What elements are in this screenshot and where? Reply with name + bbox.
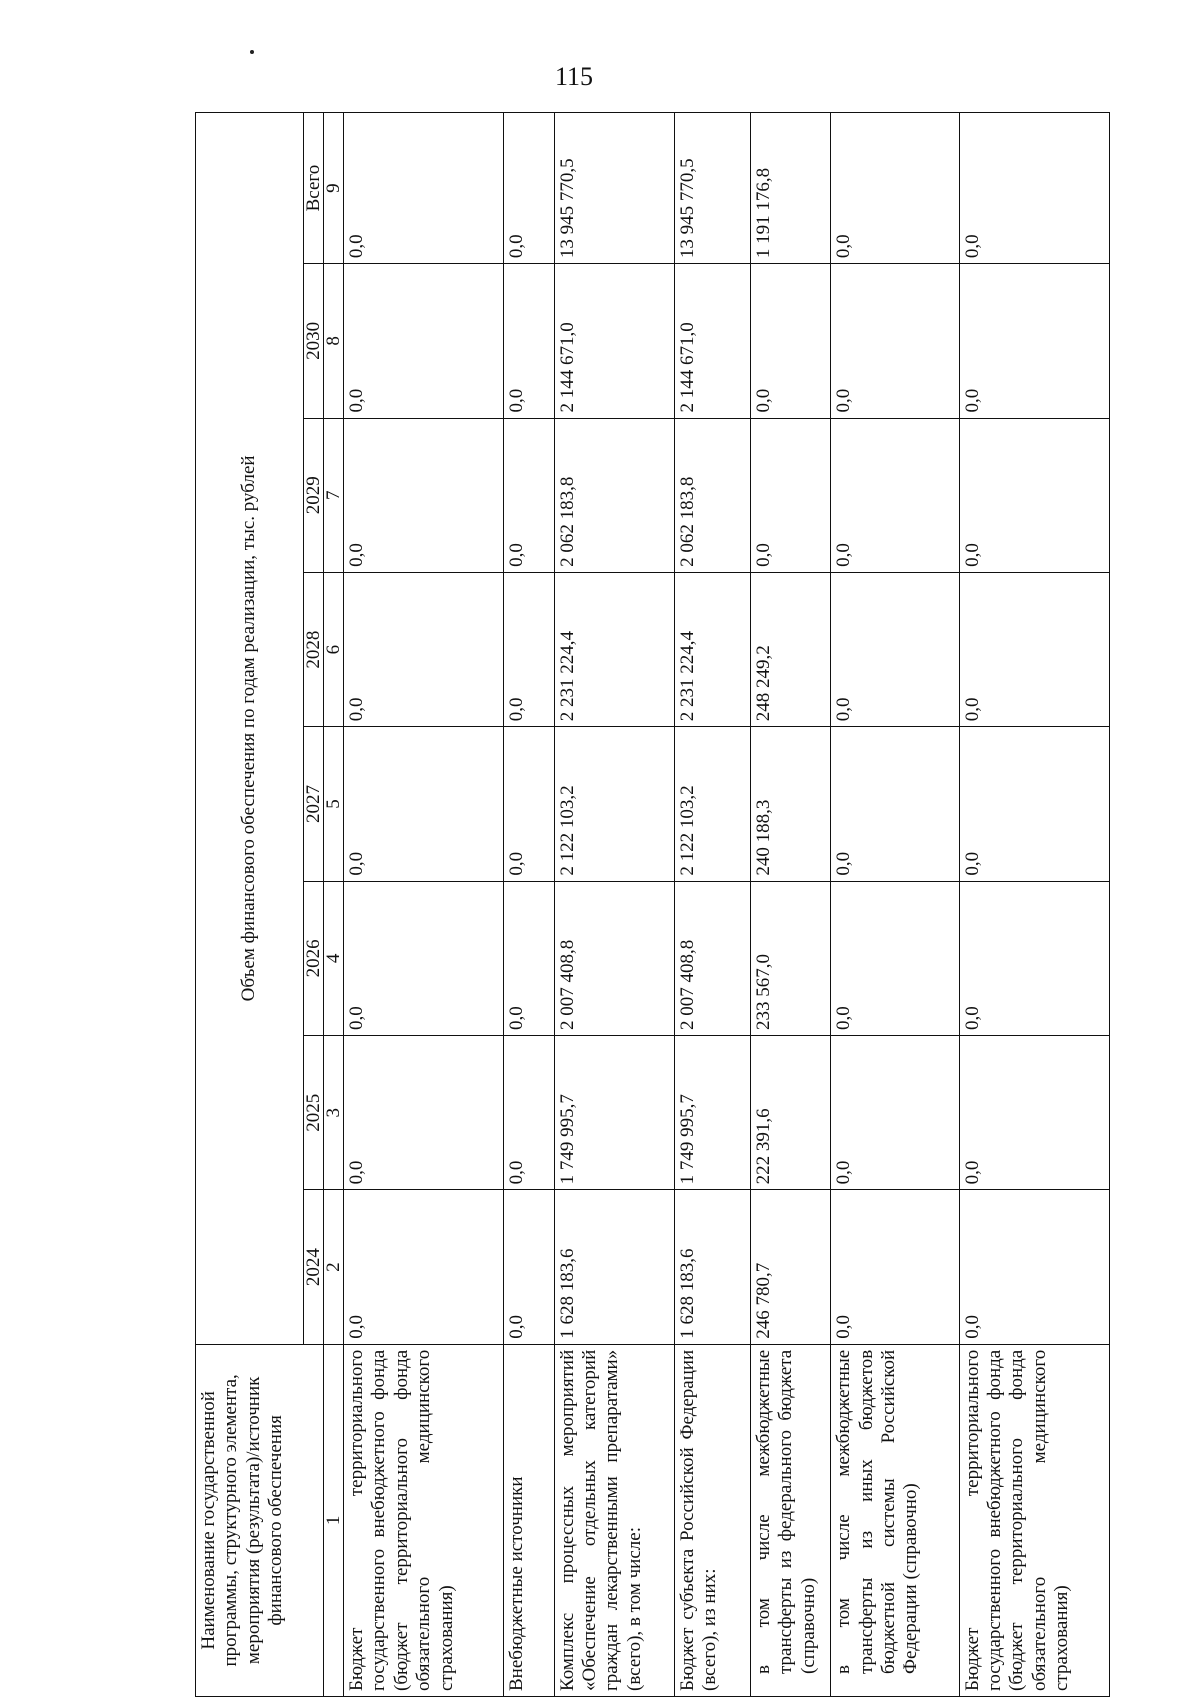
column-index: 2 <box>324 1190 344 1344</box>
table-row <box>344 113 504 1697</box>
value-cell: 1 749 995,7 <box>554 1036 674 1190</box>
value-cell: 0,0 <box>504 264 554 418</box>
year-header: 2030 <box>304 264 324 418</box>
value-cell: 1 749 995,7 <box>674 1036 750 1190</box>
value-cell: 0,0 <box>959 418 1109 572</box>
page-number: 115 <box>555 62 594 91</box>
value-cell: 2 231 224,4 <box>554 572 674 726</box>
value-cell: 2 144 671,0 <box>554 264 674 418</box>
funding-table <box>195 112 1110 1697</box>
name-column-header: Наименование государственной программы, структурного элемента, мероприятия (результата)/источник финансового обеспечения <box>196 1344 324 1696</box>
year-header: 2026 <box>304 881 324 1035</box>
value-cell: 246 780,7 <box>751 1190 831 1344</box>
value-cell: 0,0 <box>831 1036 959 1190</box>
value-cell: 0,0 <box>959 1036 1109 1190</box>
value-cell: 2 062 183,8 <box>674 418 750 572</box>
column-index: 3 <box>324 1036 344 1190</box>
value-cell: 0,0 <box>344 113 504 264</box>
value-cell: 0,0 <box>344 572 504 726</box>
value-cell: 0,0 <box>959 264 1109 418</box>
value-cell: 0,0 <box>831 881 959 1035</box>
year-header: 2027 <box>304 727 324 881</box>
value-cell: 0,0 <box>959 881 1109 1035</box>
value-cell: 0,0 <box>831 264 959 418</box>
value-cell: 1 628 183,6 <box>674 1190 750 1344</box>
column-index: 5 <box>324 727 344 881</box>
value-cell: 0,0 <box>504 572 554 726</box>
value-cell: 0,0 <box>959 727 1109 881</box>
value-cell: 240 188,3 <box>751 727 831 881</box>
column-index: 6 <box>324 572 344 726</box>
value-cell: 0,0 <box>831 1190 959 1344</box>
row-name: Бюджет субъекта Российской Федерации (всего), из них: <box>674 1344 750 1696</box>
row-name: Внебюджетные источники <box>504 1344 554 1696</box>
value-cell: 222 391,6 <box>751 1036 831 1190</box>
value-cell: 0,0 <box>831 418 959 572</box>
column-index: 4 <box>324 881 344 1035</box>
year-header: 2025 <box>304 1036 324 1190</box>
value-cell: 0,0 <box>344 1036 504 1190</box>
value-cell: 0,0 <box>344 727 504 881</box>
value-cell: 2 007 408,8 <box>554 881 674 1035</box>
year-header: 2024 <box>304 1190 324 1344</box>
value-cell: 0,0 <box>344 881 504 1035</box>
value-cell: 0,0 <box>751 418 831 572</box>
table-row <box>831 113 959 1697</box>
funding-group-header: Объем финансового обеспечения по годам реализации, тыс. рублей <box>196 113 304 1345</box>
table-container <box>195 112 1110 1697</box>
value-cell: 0,0 <box>831 113 959 264</box>
value-cell: 0,0 <box>959 1190 1109 1344</box>
value-cell: 2 122 103,2 <box>554 727 674 881</box>
row-name: Бюджет территориального государственного внебюджетного фонда (бюджет территориального фонда обязательного медицинского страхования) <box>959 1344 1109 1696</box>
value-cell: 0,0 <box>959 113 1109 264</box>
table-row <box>504 113 554 1697</box>
value-cell: 0,0 <box>831 572 959 726</box>
value-cell: 0,0 <box>344 418 504 572</box>
value-cell: 0,0 <box>751 264 831 418</box>
value-cell: 0,0 <box>959 572 1109 726</box>
value-cell: 233 567,0 <box>751 881 831 1035</box>
value-cell: 1 191 176,8 <box>751 113 831 264</box>
value-cell: 0,0 <box>504 1190 554 1344</box>
table-row <box>674 113 750 1697</box>
value-cell: 0,0 <box>831 727 959 881</box>
row-name: Комплекс процессных мероприятий «Обеспечение отдельных категорий граждан лекарственными препаратами» (всего), в том числе: <box>554 1344 674 1696</box>
column-index: 1 <box>324 1344 344 1696</box>
value-cell: 1 628 183,6 <box>554 1190 674 1344</box>
row-name: Бюджет территориального государственного внебюджетного фонда (бюджет территориального фонда обязательного медицинского страхования) <box>344 1344 504 1696</box>
value-cell: 0,0 <box>504 727 554 881</box>
value-cell: 2 122 103,2 <box>674 727 750 881</box>
value-cell: 0,0 <box>344 264 504 418</box>
value-cell: 0,0 <box>504 113 554 264</box>
year-header: 2028 <box>304 572 324 726</box>
year-header: Всего <box>304 113 324 264</box>
value-cell: 2 062 183,8 <box>554 418 674 572</box>
value-cell: 248 249,2 <box>751 572 831 726</box>
value-cell: 0,0 <box>504 1036 554 1190</box>
value-cell: 2 007 408,8 <box>674 881 750 1035</box>
table-row <box>554 113 674 1697</box>
value-cell: 2 231 224,4 <box>674 572 750 726</box>
column-index: 7 <box>324 418 344 572</box>
column-index: 8 <box>324 264 344 418</box>
value-cell: 2 144 671,0 <box>674 264 750 418</box>
table-row <box>751 113 831 1697</box>
scan-speck <box>250 50 254 54</box>
year-header: 2029 <box>304 418 324 572</box>
column-index: 9 <box>324 113 344 264</box>
row-name: в том числе межбюджетные трансферты из иных бюджетов бюджетной системы Российской Федерации (справочно) <box>831 1344 959 1696</box>
row-name: в том числе межбюджетные трансферты из федерального бюджета (справочно) <box>751 1344 831 1696</box>
value-cell: 13 945 770,5 <box>674 113 750 264</box>
value-cell: 0,0 <box>344 1190 504 1344</box>
value-cell: 0,0 <box>504 418 554 572</box>
table-row <box>959 113 1109 1697</box>
value-cell: 0,0 <box>504 881 554 1035</box>
value-cell: 13 945 770,5 <box>554 113 674 264</box>
